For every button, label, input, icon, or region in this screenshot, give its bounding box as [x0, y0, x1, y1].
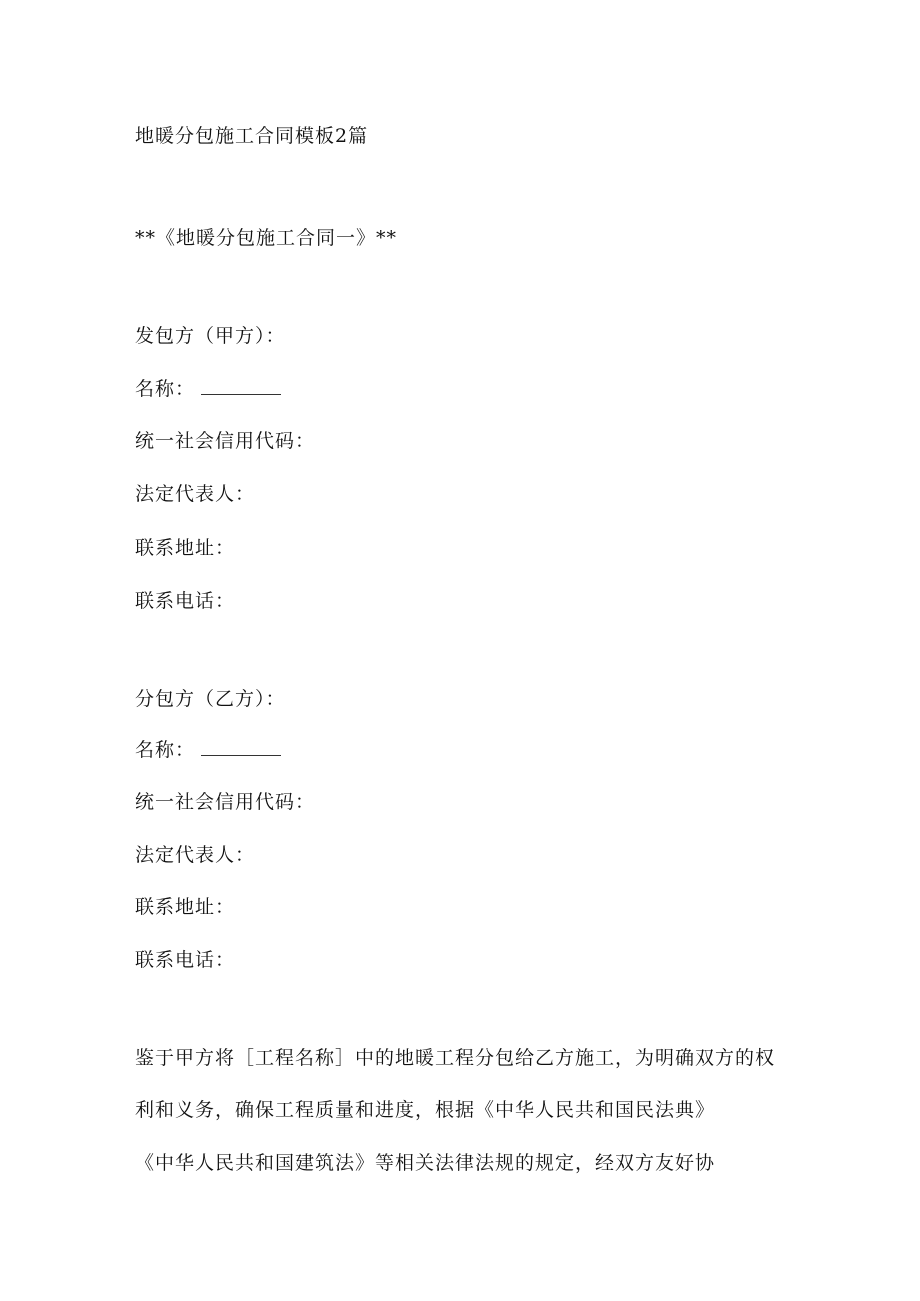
party-a-name-label: 名称： — [135, 378, 196, 400]
document-title: 地暖分包施工合同模板2篇 — [135, 125, 369, 147]
party-b-name-row — [135, 737, 281, 763]
party-b-name-blank — [201, 739, 281, 756]
party-a-credit-code-label: 统一社会信用代码： — [135, 430, 316, 452]
preamble-line-3: 《中华人民共和国建筑法》等相关法律法规的规定，经双方友好协 — [135, 1152, 716, 1174]
preamble-line-2: 利和义务，确保工程质量和进度，根据《中华人民共和国民法典》 — [135, 1099, 716, 1121]
party-b-name-label: 名称： — [135, 739, 196, 761]
party-b-representative-label: 法定代表人： — [135, 844, 256, 866]
party-a-representative-label: 法定代表人： — [135, 483, 256, 505]
contract-subtitle: **《地暖分包施工合同一》** — [135, 227, 398, 249]
preamble-line-1: 鉴于甲方将［工程名称］中的地暖工程分包给乙方施工，为明确双方的权 — [135, 1047, 776, 1069]
party-a-address-label: 联系地址： — [135, 537, 236, 559]
party-b-address-label: 联系地址： — [135, 896, 236, 918]
party-a-phone-label: 联系电话： — [135, 590, 236, 612]
party-b-phone-label: 联系电话： — [135, 949, 236, 971]
party-a-name-blank — [201, 378, 281, 395]
party-a-name-row — [135, 376, 281, 402]
party-b-heading: 分包方（乙方）： — [135, 688, 286, 710]
party-a-heading: 发包方（甲方）： — [135, 325, 286, 347]
party-b-credit-code-label: 统一社会信用代码： — [135, 791, 316, 813]
